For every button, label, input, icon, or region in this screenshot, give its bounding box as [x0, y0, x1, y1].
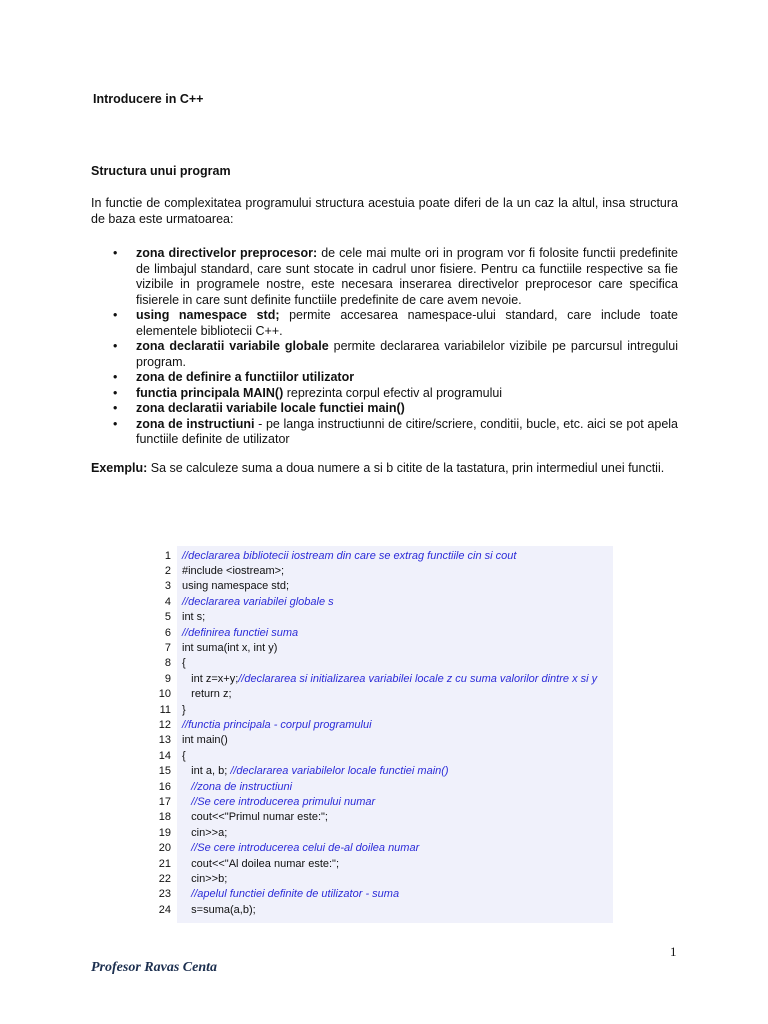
list-item-term: zona declaratii variabile locale functiei main(): [136, 401, 405, 415]
code-text: int z=x+y;: [182, 672, 239, 685]
line-number: 3: [164, 580, 171, 593]
line-number: 12: [158, 718, 171, 731]
code-text: {: [182, 657, 186, 670]
bullet-dot: •: [113, 246, 118, 260]
list-item-term: zona de instructiuni: [136, 416, 255, 431]
line-number: 23: [158, 888, 171, 901]
list-item-text: permite declararea variabilelor vizibile pe parcursul intregului program.: [136, 339, 678, 369]
line-number: 7: [164, 641, 171, 654]
code-content: [182, 595, 334, 610]
code-text: using namespace std;: [182, 580, 290, 593]
code-content: [182, 579, 289, 594]
code-text: }: [182, 703, 186, 716]
list-item: [91, 417, 678, 448]
code-text: [182, 781, 191, 793]
line-number: 4: [164, 595, 171, 608]
bullet-dot: •: [113, 385, 118, 400]
line-number: 1: [164, 549, 171, 562]
line-number: 18: [158, 811, 171, 824]
code-text: [182, 796, 191, 808]
code-text: {: [182, 749, 186, 762]
line-number: 15: [158, 765, 171, 778]
line-number: 13: [158, 734, 171, 747]
code-content: [182, 733, 228, 748]
list-item: [91, 386, 678, 402]
code-comment: //apelul functiei definite de utilizator - suma: [191, 888, 400, 901]
list-item: [91, 339, 678, 370]
example-paragraph: [91, 461, 691, 475]
code-content: [182, 795, 375, 810]
code-comment: //definirea functiei suma: [182, 626, 299, 639]
code-text: cin>>b;: [182, 872, 228, 885]
code-text: [182, 888, 191, 900]
code-text: int main(): [182, 734, 228, 747]
line-number: 19: [158, 826, 171, 839]
code-block: [153, 546, 613, 923]
bullet-dot: •: [113, 339, 118, 353]
code-content: [182, 872, 227, 887]
code-content: [182, 687, 232, 702]
footer-author: Profesor Ravas Centa: [91, 960, 217, 975]
code-text: #include <iostream>;: [182, 564, 285, 577]
code-text: s=suma(a,b);: [182, 903, 256, 916]
code-comment: //declararea variabilelor locale functiei main(): [230, 765, 449, 778]
code-content: [182, 626, 298, 641]
bullet-dot: •: [113, 401, 118, 415]
code-text: cout<<"Primul numar este:";: [182, 811, 328, 824]
code-content: [182, 810, 328, 825]
code-comment: //declararea variabilei globale s: [182, 595, 334, 608]
structure-list: [91, 246, 678, 448]
section-title: Structura unui program: [91, 164, 231, 178]
code-content: [182, 749, 186, 764]
code-content: [182, 703, 186, 718]
code-content: [182, 549, 516, 564]
line-number: 17: [158, 795, 171, 808]
code-text: return z;: [182, 688, 232, 701]
code-content: [182, 656, 186, 671]
example-text: Sa se calculeze suma a doua numere a si b citite de la tastatura, prin intermediul unei functii.: [147, 461, 665, 475]
list-item-text: permite accesarea namespace-ului standard, care include toate elementele bibliotecii C++.: [136, 308, 678, 338]
intro-paragraph: In functie de complexitatea programului structura acestuia poate diferi de la un caz la altul, insa structura de baza este urmatoarea:: [91, 196, 678, 226]
code-content: [182, 887, 399, 902]
list-item-term: zona de definire a functiilor utilizator: [136, 370, 355, 384]
list-item: [91, 246, 678, 308]
list-item-text: de cele mai multe ori in program vor fi folosite functii predefinite de limbajul standard, care sunt stocate in cadrul unor fisiere. Pentru ca functiile respective sa fie vizibile in programele nostre, este necesara inserarea directivelor preprocesor care specifica fisierele in care sunt definite functiile predefinite de care avem nevoie.: [136, 246, 678, 307]
code-comment: //Se cere introducerea primului numar: [191, 795, 376, 808]
code-text: int suma(int x, int y): [182, 641, 278, 654]
list-item-term: zona declaratii variabile globale: [136, 339, 329, 353]
line-number: 16: [158, 780, 171, 793]
line-number: 14: [158, 749, 171, 762]
list-item-term: using namespace std;: [136, 308, 280, 322]
line-number: 5: [164, 611, 171, 624]
line-number: 6: [164, 626, 171, 639]
code-text: int a, b;: [182, 765, 231, 778]
code-comment: //Se cere introducerea celui de-al doilea numar: [191, 842, 420, 855]
code-comment: //declararea si initializarea variabilei locale z cu suma valorilor dintre x si y: [238, 672, 598, 685]
list-item-text: reprezinta corpul efectiv al programului: [283, 385, 503, 400]
line-number: 11: [159, 703, 171, 716]
bullet-dot: •: [113, 370, 118, 384]
line-number: 8: [164, 657, 171, 670]
code-comment: //declararea bibliotecii iostream din care se extrag functiile cin si cout: [182, 549, 517, 562]
list-item-term: zona directivelor preprocesor:: [136, 246, 318, 260]
code-content: [182, 718, 372, 733]
bullet-dot: •: [113, 416, 118, 431]
line-number: 21: [158, 857, 171, 870]
code-content: [182, 857, 339, 872]
code-content: [182, 826, 227, 841]
line-number: 10: [158, 688, 171, 701]
code-content: [182, 641, 277, 656]
code-content: [182, 610, 205, 625]
document-title: Introducere in C++: [93, 92, 204, 106]
line-number: 9: [164, 672, 171, 685]
bullet-dot: •: [113, 308, 118, 322]
list-item-term: functia principala MAIN(): [136, 385, 284, 400]
page-number: 1: [670, 944, 677, 959]
code-text: cin>>a;: [182, 826, 228, 839]
line-number: 24: [158, 903, 171, 916]
line-number: 20: [158, 842, 171, 855]
code-content: [182, 564, 284, 579]
code-text: int s;: [182, 611, 206, 624]
code-content: [182, 764, 449, 779]
code-content: [182, 903, 256, 918]
list-item-text: - pe langa instructiunni de citire/scriere, conditii, bucle, etc. aici se pot apela functiile definite de utilizator: [136, 416, 678, 446]
code-content: [182, 672, 597, 687]
code-comment: //functia principala - corpul programului: [182, 718, 372, 731]
list-item: [91, 401, 678, 417]
code-content: [182, 780, 292, 795]
list-item: [91, 308, 678, 339]
code-comment: //zona de instructiuni: [191, 780, 293, 793]
code-text: [182, 842, 191, 854]
code-text: cout<<"Al doilea numar este:";: [182, 857, 340, 870]
line-number: 22: [158, 872, 171, 885]
code-content: [182, 841, 419, 856]
line-number: 2: [164, 564, 171, 577]
example-label: Exemplu:: [91, 461, 148, 475]
list-item: [91, 370, 678, 386]
